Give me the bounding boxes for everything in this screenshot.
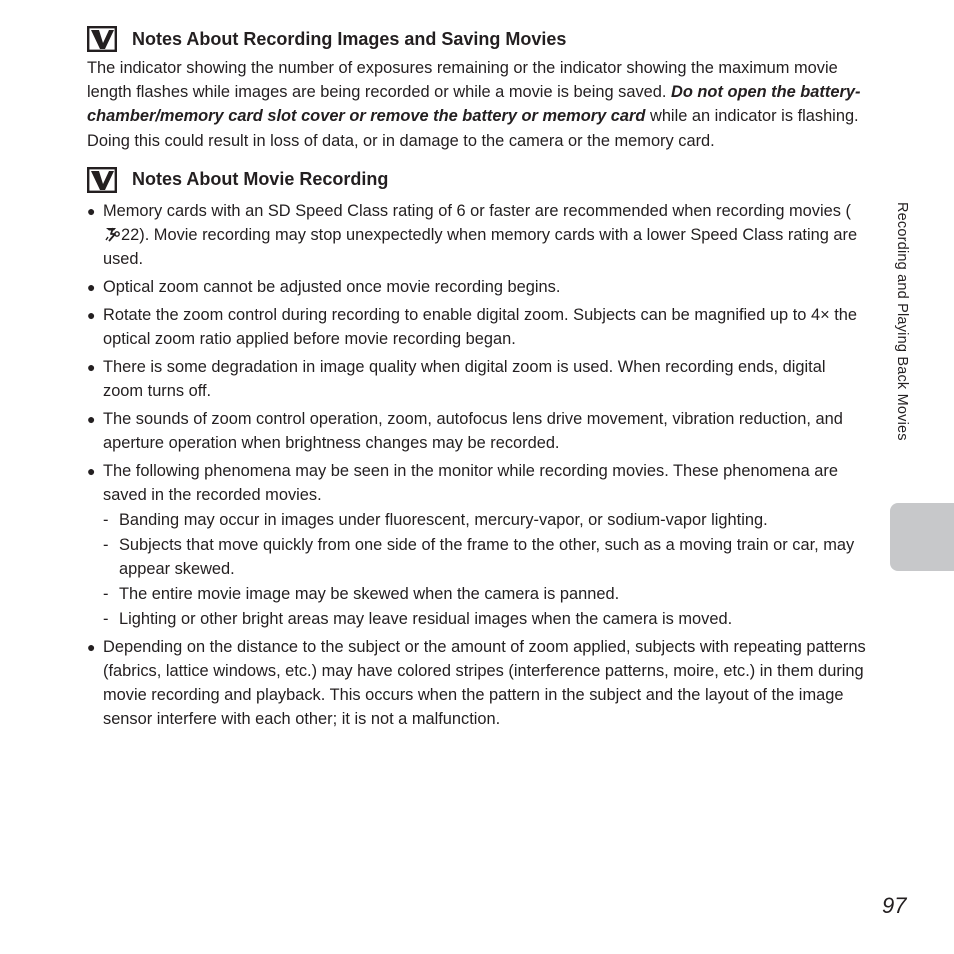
check-note-icon — [87, 26, 117, 52]
reference-page-number[interactable]: 22 — [121, 225, 140, 244]
item-text: There is some degradation in image quality when digital zoom is used. When recording ends, digital zoom turns off. — [103, 357, 826, 400]
list-item — [87, 303, 867, 351]
page-content — [87, 24, 867, 735]
list-item — [87, 199, 867, 271]
para-text: while an indicator is flashing. Doing this could result in loss of data, or in damage to the camera or the memory card. — [87, 107, 859, 150]
bullet-list — [87, 199, 867, 731]
section-heading — [87, 24, 867, 54]
para-text: The indicator showing the number of exposures remaining or the indicator showing the maximum movie length flashes while images are being recorded or while a movie is being saved. — [87, 59, 838, 102]
sub-list-item — [103, 533, 867, 581]
sub-item-text: Banding may occur in images under fluorescent, mercury-vapor, or sodium-vapor lighting. — [119, 510, 768, 529]
bullet-icon: ● — [87, 278, 96, 295]
item-text: Optical zoom cannot be adjusted once movie recording begins. — [103, 277, 561, 296]
sub-list-item — [103, 582, 867, 606]
reference-page-icon[interactable] — [103, 225, 121, 243]
bullet-icon: ● — [87, 410, 96, 427]
sub-list — [103, 508, 867, 631]
dash-mark: - — [103, 535, 109, 554]
dash-mark: - — [103, 609, 109, 628]
chapter-side-label: Recording and Playing Back Movies — [894, 202, 910, 441]
chapter-tab — [890, 503, 954, 571]
note-recording-saving — [87, 24, 867, 153]
bullet-icon: ● — [87, 638, 96, 655]
dash-mark: - — [103, 584, 109, 603]
sub-item-text: Lighting or other bright areas may leave residual images when the camera is moved. — [119, 609, 733, 628]
bullet-icon: ● — [87, 358, 96, 375]
page-number: 97 — [882, 893, 907, 918]
section-title: Notes About Recording Images and Saving Movies — [132, 28, 567, 49]
sub-list-item — [103, 508, 867, 532]
bullet-icon: ● — [87, 306, 96, 323]
list-item — [87, 459, 867, 631]
item-text: ). Movie recording may stop unexpectedly when memory cards with a lower Speed Class rating are used. — [103, 225, 858, 268]
item-text: The following phenomena may be seen in the monitor while recording movies. These phenomena are saved in the recorded movies. — [103, 461, 838, 504]
dash-mark: - — [103, 510, 109, 529]
sub-list-item — [103, 607, 867, 631]
item-text: Memory cards with an SD Speed Class rating of 6 or faster are recommended when recording movies ( — [103, 201, 851, 220]
section-title: Notes About Movie Recording — [132, 169, 389, 190]
list-item — [87, 407, 867, 455]
note-movie-recording — [87, 165, 867, 731]
item-text: The sounds of zoom control operation, zoom, autofocus lens drive movement, vibration reduction, and aperture operation when brightness changes may be recorded. — [103, 409, 843, 452]
item-text: Depending on the distance to the subject or the amount of zoom applied, subjects with repeating patterns (fabrics, lattice windows, etc.) may have colored stripes (interference patterns, moire, etc.) in them during movie recording and playback. This occurs when the pattern in the subject and the layout of the image sensor interfere with each other; it is not a malfunction. — [103, 637, 866, 728]
bullet-icon: ● — [87, 462, 96, 479]
item-text: Rotate the zoom control during recording to enable digital zoom. Subjects can be magnified up to 4× the optical zoom ratio applied before movie recording began. — [103, 305, 857, 348]
warning-text: Do not open the battery-chamber/memory card slot cover or remove the battery or memory card — [87, 83, 861, 126]
list-item — [87, 635, 867, 731]
list-item — [87, 275, 867, 299]
section-heading — [87, 165, 867, 195]
bullet-icon: ● — [87, 202, 96, 219]
check-note-icon — [87, 167, 117, 193]
sub-item-text: The entire movie image may be skewed when the camera is panned. — [119, 584, 620, 603]
list-item — [87, 355, 867, 403]
sub-item-text: Subjects that move quickly from one side of the frame to the other, such as a moving train or car, may appear skewed. — [119, 535, 855, 578]
note-paragraph — [87, 56, 867, 153]
